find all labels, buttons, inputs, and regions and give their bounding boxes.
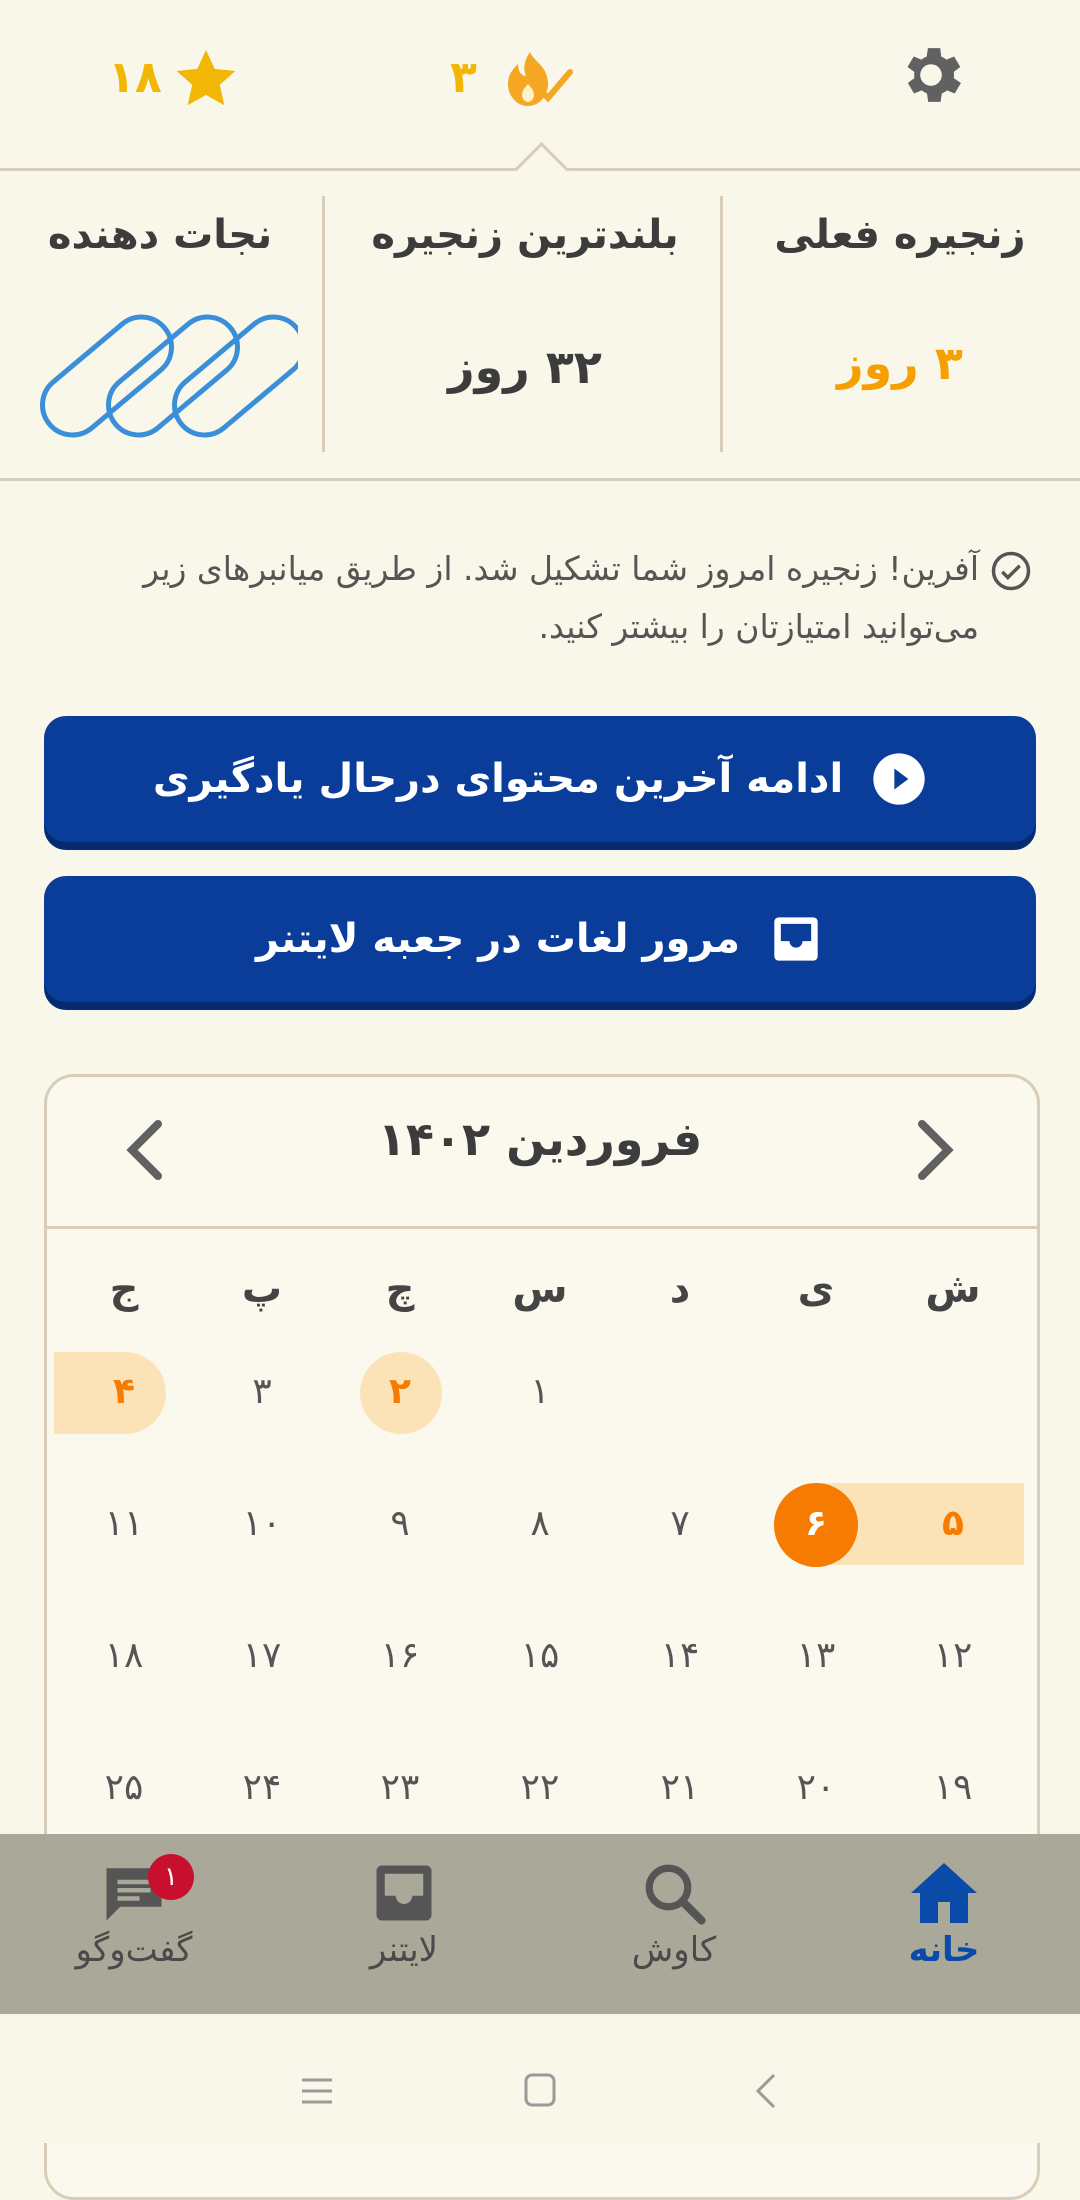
- bottom-nav: [0, 1834, 1080, 2014]
- calendar-day-today[interactable]: ۶: [805, 1503, 827, 1544]
- nav-home-label: خانه: [908, 1930, 980, 1970]
- calendar-day[interactable]: ۲۲: [520, 1767, 560, 1808]
- stars-count: ۱۸: [108, 52, 162, 103]
- calendar-day[interactable]: ۲: [389, 1371, 411, 1412]
- play-circle-icon: [871, 751, 927, 807]
- weekday-label: ش: [925, 1266, 981, 1312]
- success-message: آفرین! زنجیره امروز شما تشکیل شد. از طریق میانبرهای زیر می‌توانید امتیازتان را بیشتر کنید.: [143, 549, 979, 646]
- weekday-label: س: [512, 1266, 568, 1312]
- calendar-day[interactable]: ۱۱: [104, 1503, 144, 1544]
- calendar-day[interactable]: ۴: [113, 1371, 135, 1412]
- calendar-month-title: فروردین ۱۴۰۲: [377, 1112, 703, 1166]
- nav-chat-label: گفت‌وگو: [75, 1930, 193, 1970]
- stats-bottom-divider: [0, 478, 1080, 481]
- longest-streak-label: بلندترین زنجیره: [371, 212, 679, 258]
- weekday-label: ی: [797, 1266, 835, 1312]
- weekday-label: پ: [241, 1266, 283, 1312]
- streak-flame-icon[interactable]: [504, 48, 574, 110]
- current-streak-value: ۳ روز: [837, 336, 963, 390]
- longest-streak-value: ۳۲ روز: [448, 340, 602, 394]
- calendar-day[interactable]: ۱: [530, 1371, 550, 1412]
- chevron-left-icon[interactable]: [120, 1118, 170, 1182]
- calendar-day[interactable]: ۱۳: [796, 1635, 836, 1676]
- chevron-right-icon[interactable]: [910, 1118, 960, 1182]
- nav-chat[interactable]: [34, 1860, 234, 1970]
- calendar-day[interactable]: ۱۲: [933, 1635, 973, 1676]
- streak-count: ۳: [450, 52, 477, 103]
- calendar-day[interactable]: ۱۷: [242, 1635, 282, 1676]
- calendar-day[interactable]: ۵: [942, 1503, 964, 1544]
- calendar-day[interactable]: ۸: [530, 1503, 550, 1544]
- calendar-day[interactable]: ۱۰: [242, 1503, 282, 1544]
- calendar-day[interactable]: ۱۸: [104, 1635, 144, 1676]
- streak-saver-icons[interactable]: [28, 300, 298, 440]
- nav-home[interactable]: [844, 1860, 1044, 1970]
- nav-explore[interactable]: [574, 1860, 774, 1970]
- calendar-header-divider: [44, 1226, 1040, 1229]
- home-square-icon[interactable]: [524, 2072, 556, 2108]
- nav-leitner[interactable]: [304, 1860, 504, 1970]
- calendar-day[interactable]: ۲۵: [104, 1767, 144, 1808]
- calendar-day[interactable]: ۱۹: [933, 1767, 973, 1808]
- weekday-label: ج: [109, 1266, 139, 1312]
- home-icon: [908, 1860, 980, 1926]
- streak-saver-label: نجات دهنده: [47, 212, 273, 258]
- calendar-day[interactable]: ۲۴: [242, 1767, 282, 1808]
- search-icon: [638, 1860, 710, 1926]
- current-streak-label: زنجیره فعلی: [774, 212, 1026, 258]
- nav-explore-label: کاوش: [631, 1930, 717, 1970]
- settings-gear-icon[interactable]: [894, 38, 968, 112]
- calendar-day[interactable]: ۲۱: [660, 1767, 700, 1808]
- calendar-day[interactable]: ۲۰: [796, 1767, 836, 1808]
- back-icon[interactable]: [754, 2072, 778, 2110]
- review-leitner-button[interactable]: [44, 876, 1036, 1002]
- system-nav-bar: [0, 2014, 1080, 2143]
- continue-learning-label: ادامه آخرین محتوای درحال یادگیری: [152, 756, 844, 802]
- calendar-day[interactable]: ۱۴: [660, 1635, 700, 1676]
- inbox-tray-icon: [768, 911, 824, 967]
- review-leitner-label: مرور لغات در جعبه لایتنر: [256, 916, 740, 962]
- stats-divider: [322, 196, 325, 452]
- calendar-day[interactable]: ۲۳: [380, 1767, 420, 1808]
- calendar-day[interactable]: ۷: [670, 1503, 690, 1544]
- calendar-day[interactable]: ۳: [252, 1371, 272, 1412]
- inbox-tray-icon: [369, 1860, 439, 1926]
- star-icon[interactable]: [168, 44, 244, 116]
- calendar-day[interactable]: ۱۵: [520, 1635, 560, 1676]
- continue-learning-button[interactable]: [44, 716, 1036, 842]
- calendar-day[interactable]: ۹: [390, 1503, 410, 1544]
- chat-notification-badge: ۱: [148, 1854, 194, 1900]
- nav-leitner-label: لایتنر: [369, 1930, 439, 1970]
- recent-apps-icon[interactable]: [300, 2076, 334, 2106]
- weekday-label: د: [669, 1266, 691, 1312]
- calendar-day[interactable]: ۱۶: [380, 1635, 420, 1676]
- stats-divider: [720, 196, 723, 452]
- weekday-label: چ: [385, 1266, 415, 1312]
